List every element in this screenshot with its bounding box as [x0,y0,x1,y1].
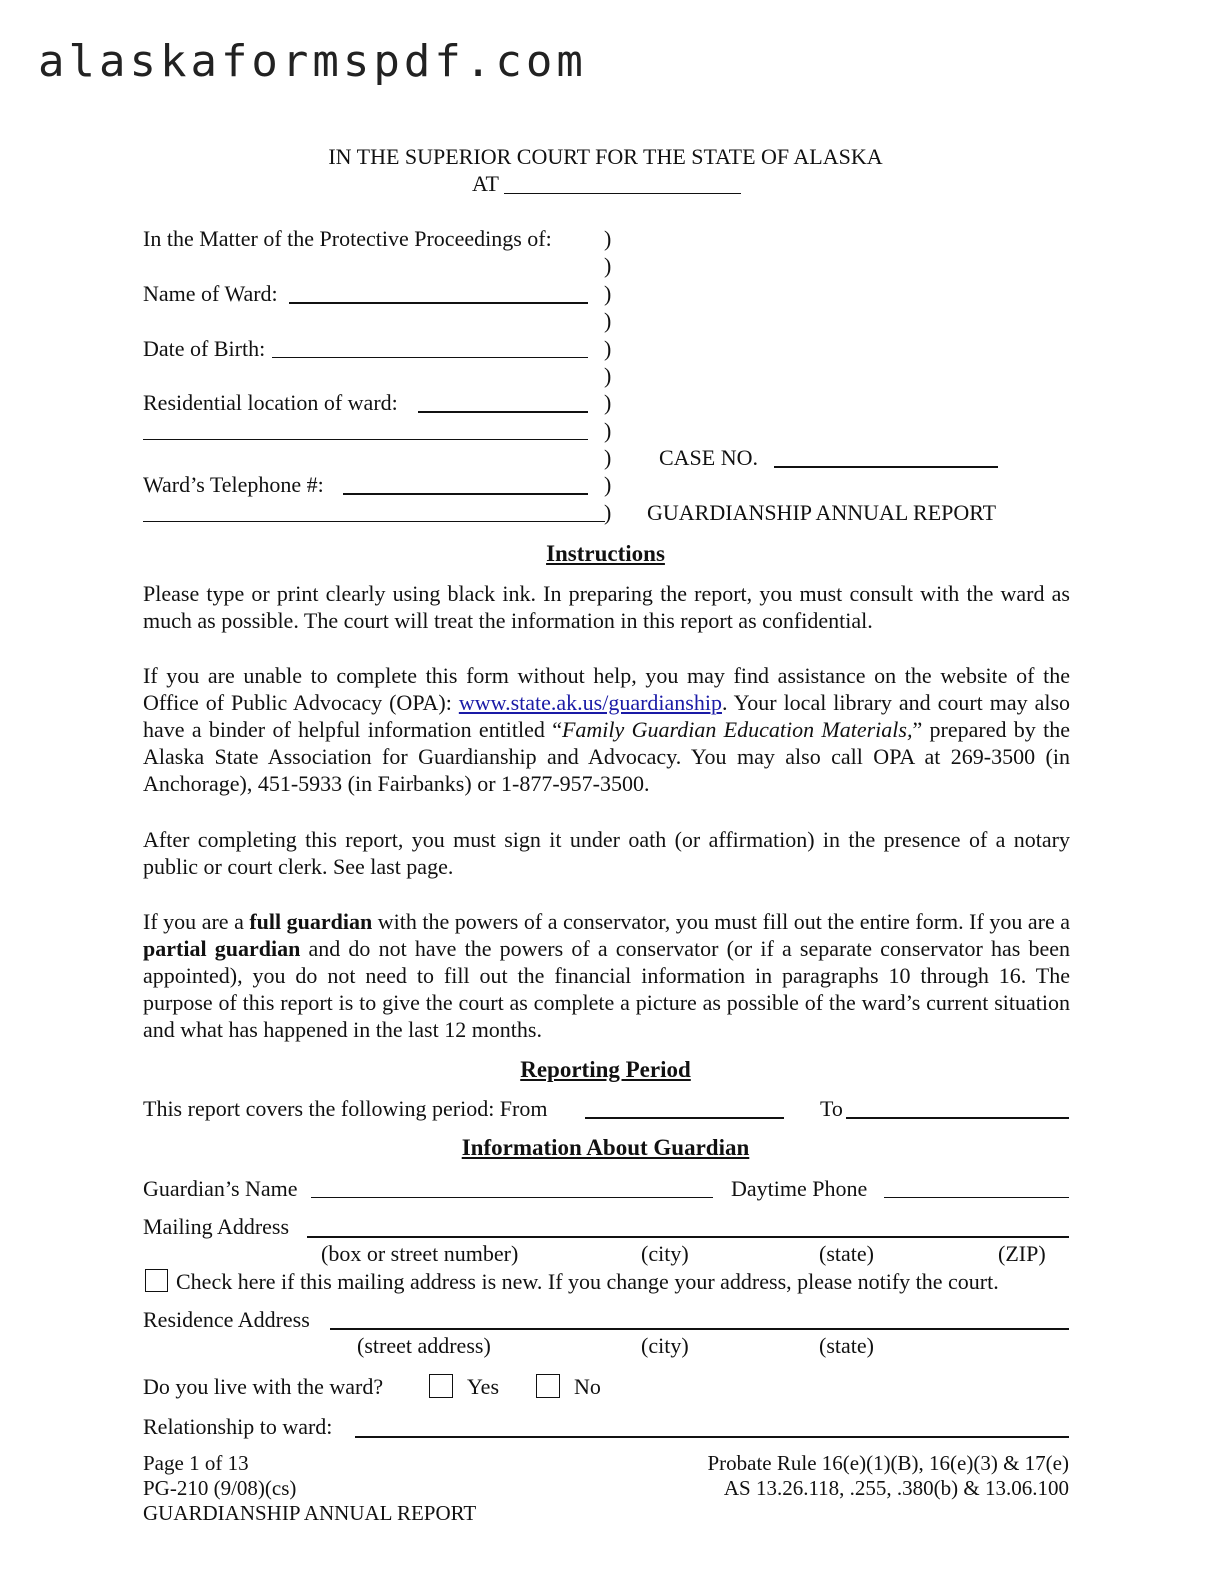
instructions-paragraph-1: Please type or print clearly using black ink. In preparing the report, you must consult with the ward as much as possible. The court will treat the information in this report as confidential. [143,581,1070,633]
mailing-address-label: Mailing Address [143,1214,290,1239]
report-title: GUARDIANSHIP ANNUAL REPORT [647,500,997,525]
statute-citation: AS 13.26.118, .255, .380(b) & 13.06.100 [723,1476,1069,1500]
full-guardian-term: full guardian [249,909,373,934]
residence-sub-city: (city) [641,1333,689,1358]
caption-paren: ) [604,253,612,278]
mailing-sub-city: (city) [641,1241,689,1266]
period-to-label: To [820,1096,843,1121]
caption-paren: ) [604,472,612,497]
instructions-paragraph-4 [143,908,1070,1043]
mailing-sub-street: (box or street number) [321,1241,519,1266]
matter-label: In the Matter of the Protective Proceedings of: [143,226,552,251]
residence-address-label: Residence Address [143,1307,310,1332]
live-with-ward-yes-label: Yes [467,1374,500,1399]
period-from-field[interactable] [585,1117,784,1119]
relationship-label: Relationship to ward: [143,1414,333,1439]
ward-telephone-label: Ward’s Telephone #: [143,472,324,497]
instructions-paragraph-2 [143,662,1070,797]
ward-name-field[interactable] [289,302,588,304]
case-number-label: CASE NO. [659,445,759,470]
opa-website-link[interactable]: www.state.ak.us/guardianship [458,690,722,715]
instructions-p4-text: If you are a [143,909,250,934]
footer-form-title: GUARDIANSHIP ANNUAL REPORT [143,1501,477,1525]
caption-paren: ) [604,336,612,361]
live-with-ward-label: Do you live with the ward? [143,1374,384,1399]
court-title: IN THE SUPERIOR COURT FOR THE STATE OF ALASKA [328,144,883,169]
instructions-p2-text: . Your local library and court may also have a binder of helpful information entitled “ [143,690,1071,742]
live-with-ward-yes-checkbox[interactable] [429,1374,453,1398]
caption-paren: ) [604,390,612,415]
caption-paren: ) [604,363,612,388]
court-location-label: AT [472,171,499,196]
period-from-label: This report covers the following period: From [143,1096,548,1121]
mailing-sub-zip: (ZIP) [998,1241,1046,1266]
instructions-p2-text: ” prepared by the Alaska State Association for Guardianship and Advocacy. You may also call OPA at 269-3500 (in Anchorage), 451-5933 (in Fairbanks) or 1-877-957-3500. [143,717,1071,796]
ward-telephone-field-line2[interactable] [143,521,605,522]
dob-label: Date of Birth: [143,336,266,361]
form-id: PG-210 (9/08)(cs) [143,1476,297,1500]
mailing-address-field[interactable] [307,1236,1069,1238]
instructions-p2-title: Family Guardian Education Materials, [561,717,913,742]
case-number-field[interactable] [774,466,998,468]
ward-telephone-field[interactable] [343,493,588,495]
instructions-p4-text: with the powers of a conservator, you must fill out the entire form. If you are a [372,909,1070,934]
partial-guardian-term: partial guardian [143,936,301,961]
guardian-name-field[interactable] [311,1197,713,1198]
caption-paren: ) [604,445,612,470]
residence-address-field[interactable] [330,1328,1069,1330]
live-with-ward-no-label: No [574,1374,601,1399]
daytime-phone-field[interactable] [884,1197,1069,1198]
caption-paren: ) [604,500,612,525]
instructions-p2-text: If you are unable to complete this form without help, you may find assistance on the website of the Office of Public Advocacy (OPA): [143,663,1070,715]
residential-location-field-line2[interactable] [143,439,588,440]
site-watermark: alaskaformspdf.com [38,36,587,87]
instructions-heading: Instructions [546,541,665,566]
probate-rule-citation: Probate Rule 16(e)(1)(B), 16(e)(3) & 17(e) [707,1451,1069,1475]
caption-paren: ) [604,226,612,251]
new-address-checkbox[interactable] [145,1269,168,1292]
period-to-field[interactable] [846,1117,1069,1119]
residential-location-label: Residential location of ward: [143,390,398,415]
dob-field[interactable] [272,357,588,358]
instructions-p4-text: and do not have the powers of a conservator (or if a separate conservator has been appointed), you do not need to fill out the financial information in paragraphs 10 through 16. The purpose of this report is to give the court as complete a picture as possible of the ward’s current situation and what has happened in the last 12 months. [143,936,1070,1042]
residence-sub-street: (street address) [357,1333,491,1358]
relationship-field[interactable] [355,1436,1069,1438]
residential-location-field[interactable] [418,411,588,413]
instructions-paragraph-3: After completing this report, you must sign it under oath (or affirmation) in the presence of a notary public or court clerk. See last page. [143,827,1070,879]
residence-sub-state: (state) [819,1333,874,1358]
new-address-label: Check here if this mailing address is new. If you change your address, please notify the court. [176,1269,999,1294]
ward-name-label: Name of Ward: [143,281,278,306]
caption-paren: ) [604,281,612,306]
caption-paren: ) [604,418,612,443]
page-number: Page 1 of 13 [143,1451,249,1475]
guardian-name-label: Guardian’s Name [143,1176,298,1201]
reporting-period-heading: Reporting Period [520,1057,691,1082]
live-with-ward-no-checkbox[interactable] [536,1374,560,1398]
guardian-info-heading: Information About Guardian [461,1135,750,1160]
caption-paren: ) [604,308,612,333]
court-location-field[interactable] [504,193,741,194]
daytime-phone-label: Daytime Phone [731,1176,868,1201]
mailing-sub-state: (state) [819,1241,874,1266]
